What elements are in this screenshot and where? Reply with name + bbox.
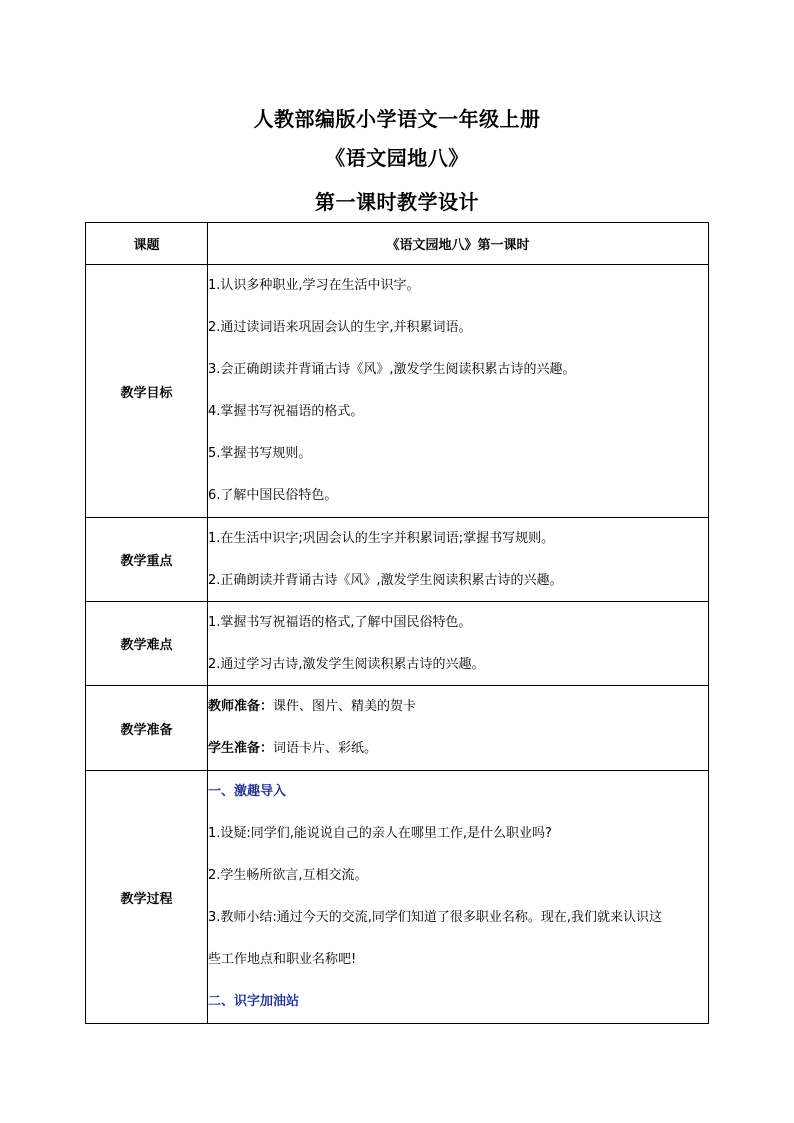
process-section-heading: 一、激趣导入: [208, 784, 287, 799]
key-points-content: [208, 518, 709, 602]
table-row-difficulties: [86, 602, 709, 686]
table-row-objectives: [86, 265, 709, 518]
table-row-key-points: [86, 518, 709, 602]
header-value: 《语文园地八》第一课时: [208, 223, 709, 265]
header-label: 课题: [86, 223, 208, 265]
objectives-label: 教学目标: [86, 265, 208, 518]
key-points-label: 教学重点: [86, 518, 208, 602]
preparation-content: [208, 686, 709, 771]
objectives-content: [208, 265, 709, 518]
difficulties-content: [208, 602, 709, 686]
process-label: 教学过程: [86, 771, 208, 1024]
table-row-preparation: [86, 686, 709, 771]
teacher-preparation-text: 课件、图片、精美的贺卡: [273, 699, 417, 714]
objective-item: 3.会正确朗读并背诵古诗《风》,激发学生阅读积累古诗的兴趣。: [208, 362, 576, 377]
doc-title-line-1: 人教部编版小学语文一年级上册: [253, 107, 541, 131]
process-item: 2.学生畅所欲言,互相交流。: [208, 868, 368, 883]
student-preparation: [208, 739, 708, 759]
difficulty-item: 1.掌握书写祝福语的格式,了解中国民俗特色。: [208, 614, 472, 630]
difficulties-label: 教学难点: [86, 602, 208, 686]
objective-item: 1.认识多种职业,学习在生活中识字。: [208, 278, 420, 293]
process-content: [208, 771, 709, 1024]
student-preparation-text: 词语卡片、彩纸。: [273, 741, 378, 756]
lesson-plan-table: [85, 222, 709, 1024]
doc-title-line-3: 第一课时教学设计: [315, 190, 479, 214]
difficulty-item: 2.通过学习古诗,激发学生阅读积累古诗的兴趣。: [208, 656, 485, 672]
table-row-process: [86, 771, 709, 1024]
process-item: 1.设疑:同学们,能说说自己的亲人在哪里工作,是什么职业吗?: [208, 826, 552, 841]
teacher-preparation-label: 教师准备：: [208, 699, 274, 714]
key-point-item: 1.在生活中识字;巩固会认的生字并积累词语;掌握书写规则。: [208, 530, 555, 546]
teacher-preparation: [208, 697, 708, 717]
key-point-item: 2.正确朗读并背诵古诗《风》,激发学生阅读积累古诗的兴趣。: [208, 572, 563, 588]
objective-item: 4.掌握书写祝福语的格式。: [208, 404, 364, 419]
preparation-label: 教学准备: [86, 686, 208, 771]
process-item: 3.教师小结:通过今天的交流,同学们知道了很多职业名称。现在,我们就来认识这: [208, 910, 663, 925]
objective-item: 6.了解中国民俗特色。: [208, 488, 338, 503]
student-preparation-label: 学生准备：: [208, 741, 274, 756]
objective-item: 5.掌握书写规则。: [208, 446, 312, 461]
objective-item: 2.通过读词语来巩固会认的生字,并积累词语。: [208, 320, 472, 335]
process-section-heading: 二、识字加油站: [208, 994, 300, 1009]
process-item: 些工作地点和职业名称吧!: [208, 952, 357, 967]
doc-title-line-2: 《语文园地八》: [325, 146, 469, 170]
table-row-header: [86, 223, 709, 265]
